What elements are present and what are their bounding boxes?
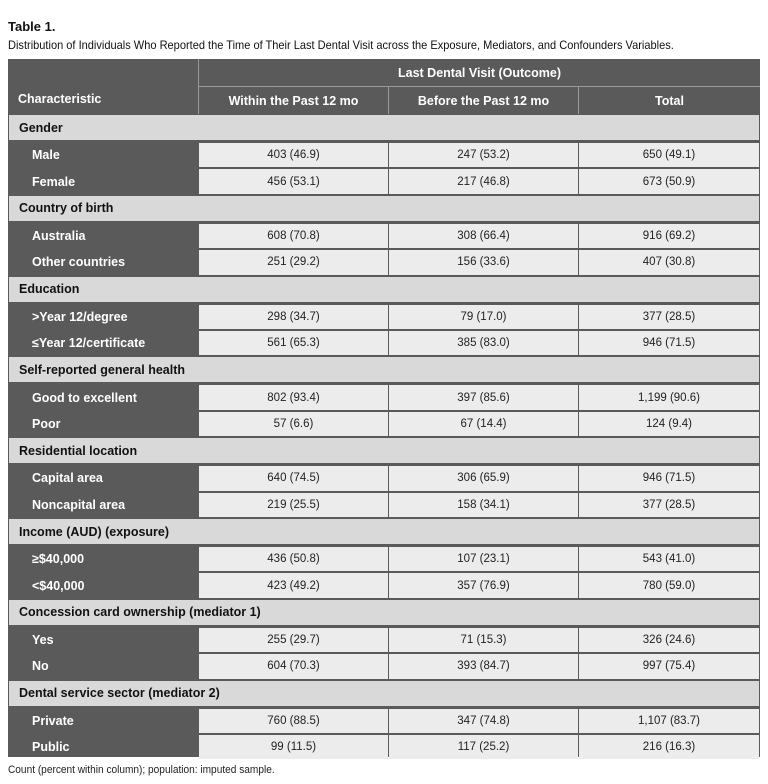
table-cell: 57 (6.6) (199, 412, 388, 436)
table-cell: 251 (29.2) (199, 250, 388, 274)
header-within-12mo: Within the Past 12 mo (228, 93, 359, 108)
row-label: Capital area (32, 471, 103, 486)
section-header: Country of birth (9, 196, 759, 221)
table-cell: 543 (41.0) (579, 547, 759, 571)
row-label: Other countries (32, 255, 126, 270)
table-cell: 377 (28.5) (579, 305, 759, 329)
table-cell: 216 (16.3) (579, 735, 759, 759)
header-characteristic: Characteristic (18, 91, 102, 106)
row-label: Good to excellent (32, 390, 137, 405)
section-header: Education (9, 277, 759, 302)
section-header: Gender (9, 115, 759, 140)
data-table (8, 59, 760, 757)
table-cell: 1,199 (90.6) (579, 385, 759, 409)
table-cell: 604 (70.3) (199, 654, 388, 678)
table-cell: 673 (50.9) (579, 169, 759, 193)
row-label: ≤Year 12/certificate (32, 336, 146, 351)
row-label: Private (32, 713, 74, 728)
table-cell: 377 (28.5) (579, 493, 759, 517)
table-cell: 247 (53.2) (389, 143, 578, 167)
table-cell: 255 (29.7) (199, 628, 388, 652)
row-label: No (32, 659, 49, 674)
row-label: Noncapital area (32, 497, 126, 512)
row-label: ≥$40,000 (32, 552, 85, 567)
row-label: Public (32, 740, 70, 755)
table-cell: 397 (85.6) (389, 385, 578, 409)
table-cell: 326 (24.6) (579, 628, 759, 652)
table-cell: 71 (15.3) (389, 628, 578, 652)
table-cell: 298 (34.7) (199, 305, 388, 329)
header-divider (199, 86, 760, 87)
table-cell: 219 (25.5) (199, 493, 388, 517)
row-label: Female (32, 174, 76, 189)
table-cell: 780 (59.0) (579, 573, 759, 597)
table-cell: 423 (49.2) (199, 573, 388, 597)
header-col-divider (578, 87, 579, 114)
section-header: Residential location (9, 438, 759, 463)
table-cell: 407 (30.8) (579, 250, 759, 274)
row-label: Male (32, 148, 60, 163)
table-cell: 117 (25.2) (389, 735, 578, 759)
header-col-divider (198, 59, 199, 114)
row-label: Poor (32, 416, 61, 431)
section-header: Self-reported general health (9, 357, 759, 382)
table-cell: 997 (75.4) (579, 654, 759, 678)
table-cell: 561 (65.3) (199, 331, 388, 355)
table-cell: 357 (76.9) (389, 573, 578, 597)
table-cell: 1,107 (83.7) (579, 709, 759, 733)
header-outcome: Last Dental Visit (Outcome) (398, 65, 561, 80)
table-cell: 306 (65.9) (389, 466, 578, 490)
header-total: Total (655, 93, 684, 108)
section-header: Concession card ownership (mediator 1) (9, 600, 759, 625)
table-cell: 946 (71.5) (579, 466, 759, 490)
row-label: <$40,000 (32, 578, 85, 593)
table-caption (8, 20, 760, 52)
row-label: >Year 12/degree (32, 309, 128, 324)
table-cell: 156 (33.6) (389, 250, 578, 274)
row-label: Yes (32, 632, 54, 647)
table-cell: 158 (34.1) (389, 493, 578, 517)
header-before-12mo: Before the Past 12 mo (417, 93, 550, 108)
table-cell: 124 (9.4) (579, 412, 759, 436)
table-description: Distribution of Individuals Who Reported the Time of Their Last Dental Visit across the Exposure, Mediators, and Confounders Variables. (8, 38, 674, 52)
table-cell: 99 (11.5) (199, 735, 388, 759)
table-cell: 650 (49.1) (579, 143, 759, 167)
table-cell: 67 (14.4) (389, 412, 578, 436)
table-cell: 760 (88.5) (199, 709, 388, 733)
table-cell: 393 (84.7) (389, 654, 578, 678)
section-header: Dental service sector (mediator 2) (9, 681, 759, 706)
row-label: Australia (32, 228, 86, 243)
table-cell: 347 (74.8) (389, 709, 578, 733)
table-cell: 916 (69.2) (579, 224, 759, 248)
section-header: Income (AUD) (exposure) (9, 519, 759, 544)
table-cell: 946 (71.5) (579, 331, 759, 355)
table-cell: 456 (53.1) (199, 169, 388, 193)
table-cell: 79 (17.0) (389, 305, 578, 329)
header-col-divider (388, 87, 389, 114)
table-cell: 385 (83.0) (389, 331, 578, 355)
table-cell: 107 (23.1) (389, 547, 578, 571)
table-cell: 640 (74.5) (199, 466, 388, 490)
table-cell: 436 (50.8) (199, 547, 388, 571)
table-cell: 802 (93.4) (199, 385, 388, 409)
table-cell: 608 (70.8) (199, 224, 388, 248)
table-cell: 403 (46.9) (199, 143, 388, 167)
table-cell: 217 (46.8) (389, 169, 578, 193)
table-footnote: Count (percent within column); population: imputed sample. (8, 764, 275, 776)
table-cell: 308 (66.4) (389, 224, 578, 248)
table-label: Table 1. (8, 19, 56, 34)
